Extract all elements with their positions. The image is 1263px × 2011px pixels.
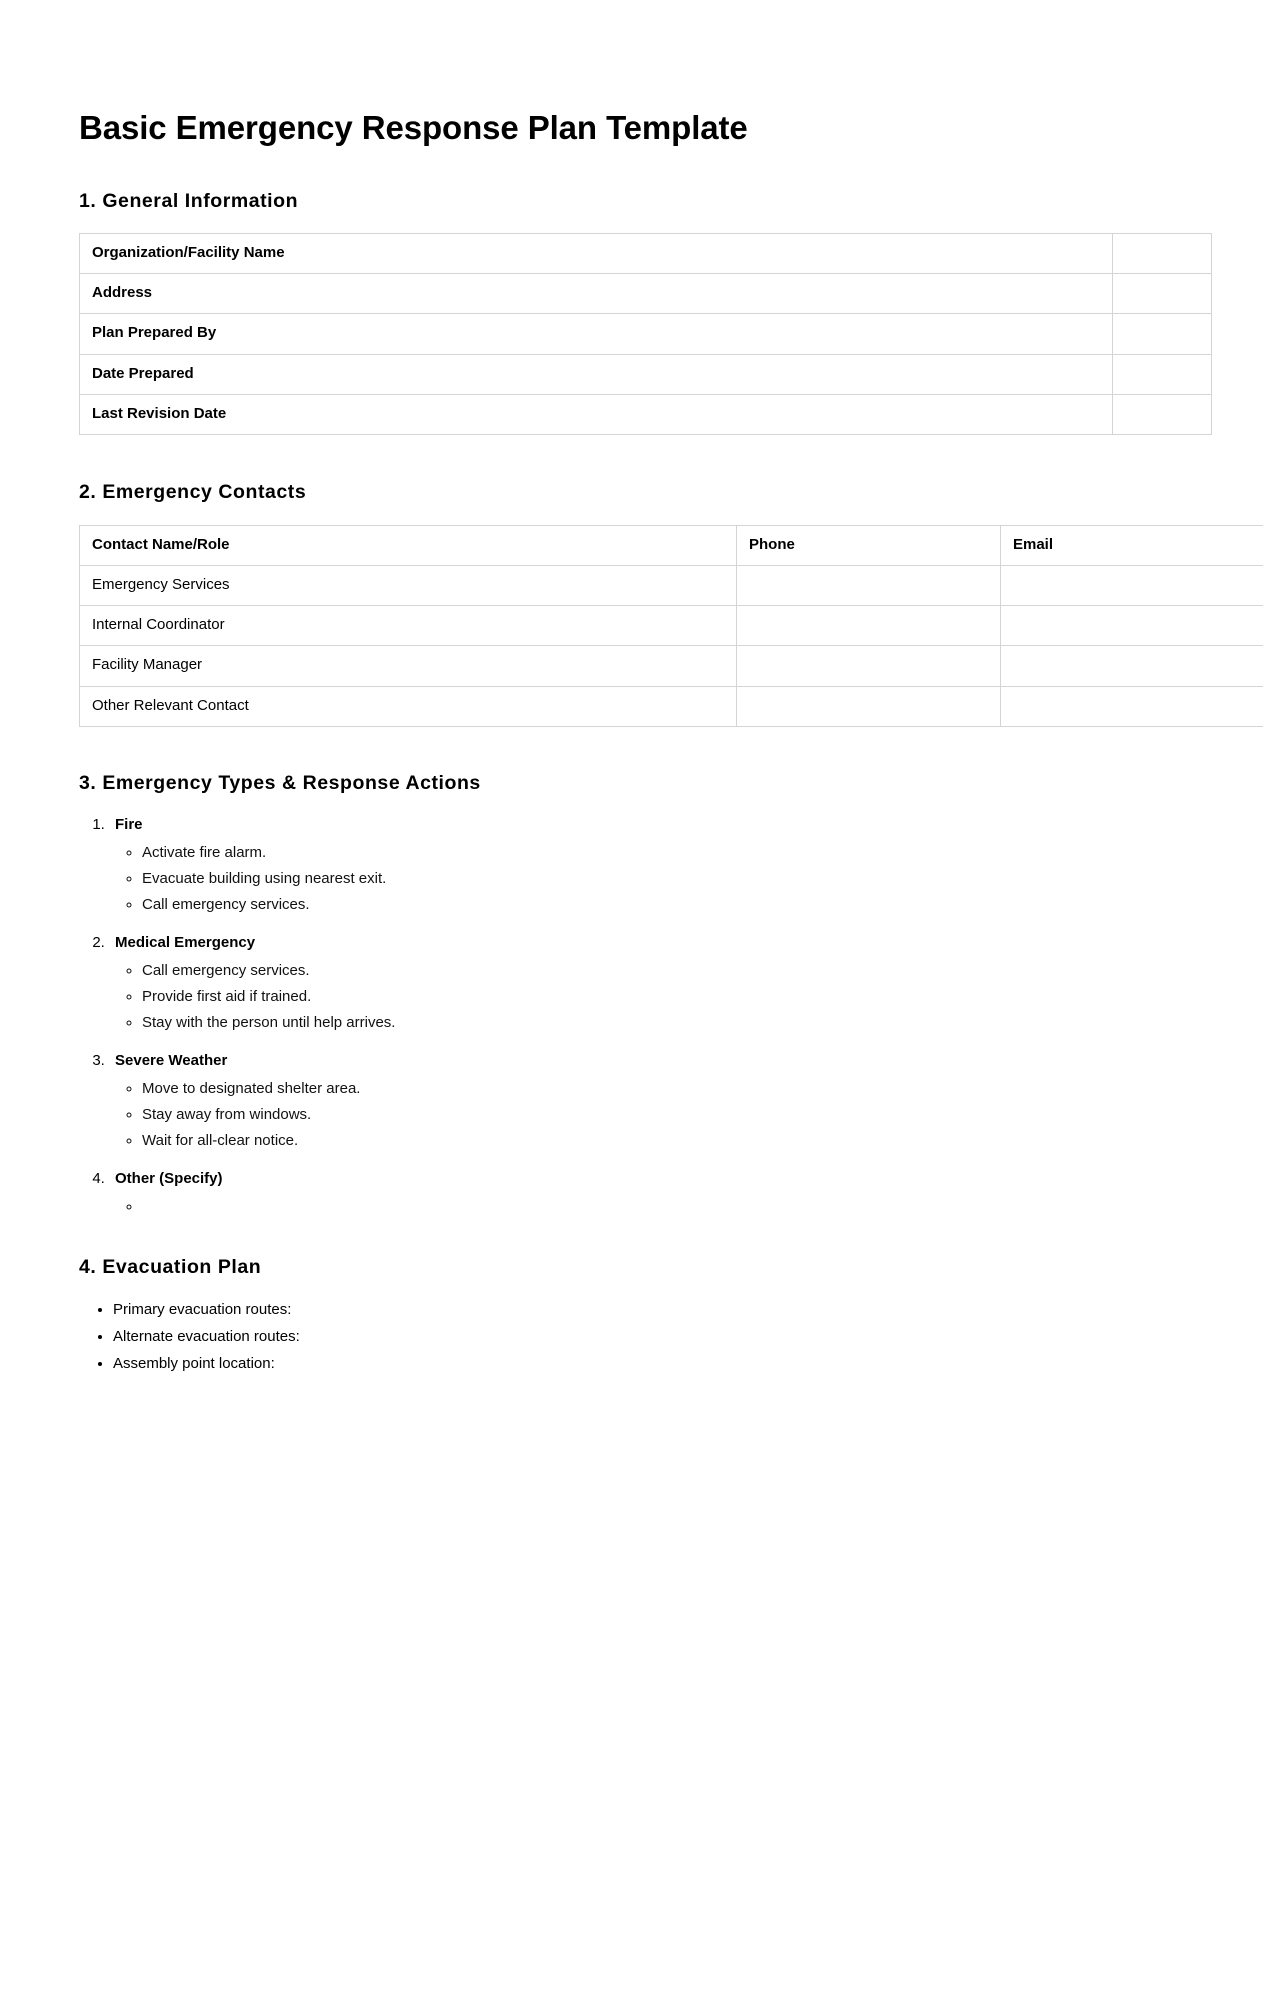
response-actions-list: [115, 960, 1182, 1034]
table-row: [80, 314, 1212, 354]
field-value[interactable]: [1113, 354, 1212, 394]
table-row: [80, 354, 1212, 394]
field-value[interactable]: [1113, 394, 1212, 434]
emergency-contacts-table-header: [80, 525, 1263, 565]
general-information-table-body: [80, 233, 1212, 434]
contact-phone-cell[interactable]: [737, 565, 1001, 605]
section-heading-general-information: 1. General Information: [79, 189, 299, 212]
list-item: ◦ Evacuate building using nearest exit.: [142, 868, 1182, 890]
list-item: ◦ Call emergency services.: [142, 894, 1182, 916]
section-heading-evacuation-plan: 4. Evacuation Plan: [79, 1255, 262, 1278]
contact-email-cell[interactable]: [1001, 686, 1263, 726]
emergency-contacts-table: [79, 525, 1263, 727]
list-item: • Primary evacuation routes:: [113, 1299, 1182, 1321]
field-value[interactable]: [1113, 233, 1212, 273]
list-item: [109, 932, 1182, 1034]
contact-email-cell[interactable]: [1001, 565, 1263, 605]
table-row: [80, 274, 1212, 314]
list-item: [109, 1168, 1182, 1210]
field-label: Plan Prepared By: [80, 314, 1113, 354]
emergency-type-label: Severe Weather: [115, 1052, 228, 1070]
list-item: ◦ Call emergency services.: [142, 960, 1182, 982]
list-item: • Assembly point location:: [113, 1353, 1182, 1375]
contact-email-cell[interactable]: [1001, 646, 1263, 686]
contact-name-cell: Internal Coordinator: [80, 606, 737, 646]
contact-name-cell: Emergency Services: [80, 565, 737, 605]
section-heading-emergency-contacts: 2. Emergency Contacts: [79, 481, 307, 504]
emergency-type-label: Fire: [115, 816, 143, 834]
contact-phone-cell[interactable]: [737, 606, 1001, 646]
field-label: Date Prepared: [80, 354, 1113, 394]
field-label: Last Revision Date: [80, 394, 1113, 434]
list-item: ◦ Activate fire alarm.: [142, 842, 1182, 864]
list-item: [109, 1050, 1182, 1152]
list-item: ◦ Wait for all-clear notice.: [142, 1130, 1182, 1152]
list-item: ◦ Stay away from windows.: [142, 1104, 1182, 1126]
emergency-types-list: [79, 814, 1182, 1210]
table-row: [80, 394, 1212, 434]
section-heading-emergency-types: 3. Emergency Types & Response Actions: [79, 771, 481, 794]
table-header-row: [80, 525, 1263, 565]
response-actions-list: [115, 1196, 1182, 1210]
field-label: Address: [80, 274, 1113, 314]
contact-phone-cell[interactable]: [737, 686, 1001, 726]
list-item[interactable]: [142, 1196, 1182, 1210]
table-row: [80, 565, 1263, 605]
response-actions-list: [115, 1078, 1182, 1152]
list-item: • Alternate evacuation routes:: [113, 1326, 1182, 1348]
page-title: Basic Emergency Response Plan Template: [79, 109, 748, 146]
general-information-table: [79, 233, 1212, 435]
column-header-phone: Phone: [737, 525, 1001, 565]
contact-phone-cell[interactable]: [737, 646, 1001, 686]
table-row: [80, 606, 1263, 646]
field-value[interactable]: [1113, 314, 1212, 354]
emergency-type-label: Other (Specify): [115, 1170, 223, 1188]
evacuation-plan-list: [79, 1299, 1182, 1374]
list-item: [109, 814, 1182, 916]
field-value[interactable]: [1113, 274, 1212, 314]
contact-email-cell[interactable]: [1001, 606, 1263, 646]
column-header-email: Email: [1001, 525, 1263, 565]
response-actions-list: [115, 842, 1182, 916]
table-row: [80, 686, 1263, 726]
table-row: [80, 233, 1212, 273]
list-item: ◦ Stay with the person until help arrives.: [142, 1012, 1182, 1034]
contact-name-cell: Other Relevant Contact: [80, 686, 737, 726]
field-label: Organization/Facility Name: [80, 233, 1113, 273]
document-content: [79, 0, 1182, 1374]
list-item: ◦ Provide first aid if trained.: [142, 986, 1182, 1008]
contact-name-cell: Facility Manager: [80, 646, 737, 686]
emergency-contacts-table-body: [80, 565, 1263, 726]
column-header-contact-name: Contact Name/Role: [80, 525, 737, 565]
emergency-type-label: Medical Emergency: [115, 934, 256, 952]
list-item: ◦ Move to designated shelter area.: [142, 1078, 1182, 1100]
table-row: [80, 646, 1263, 686]
